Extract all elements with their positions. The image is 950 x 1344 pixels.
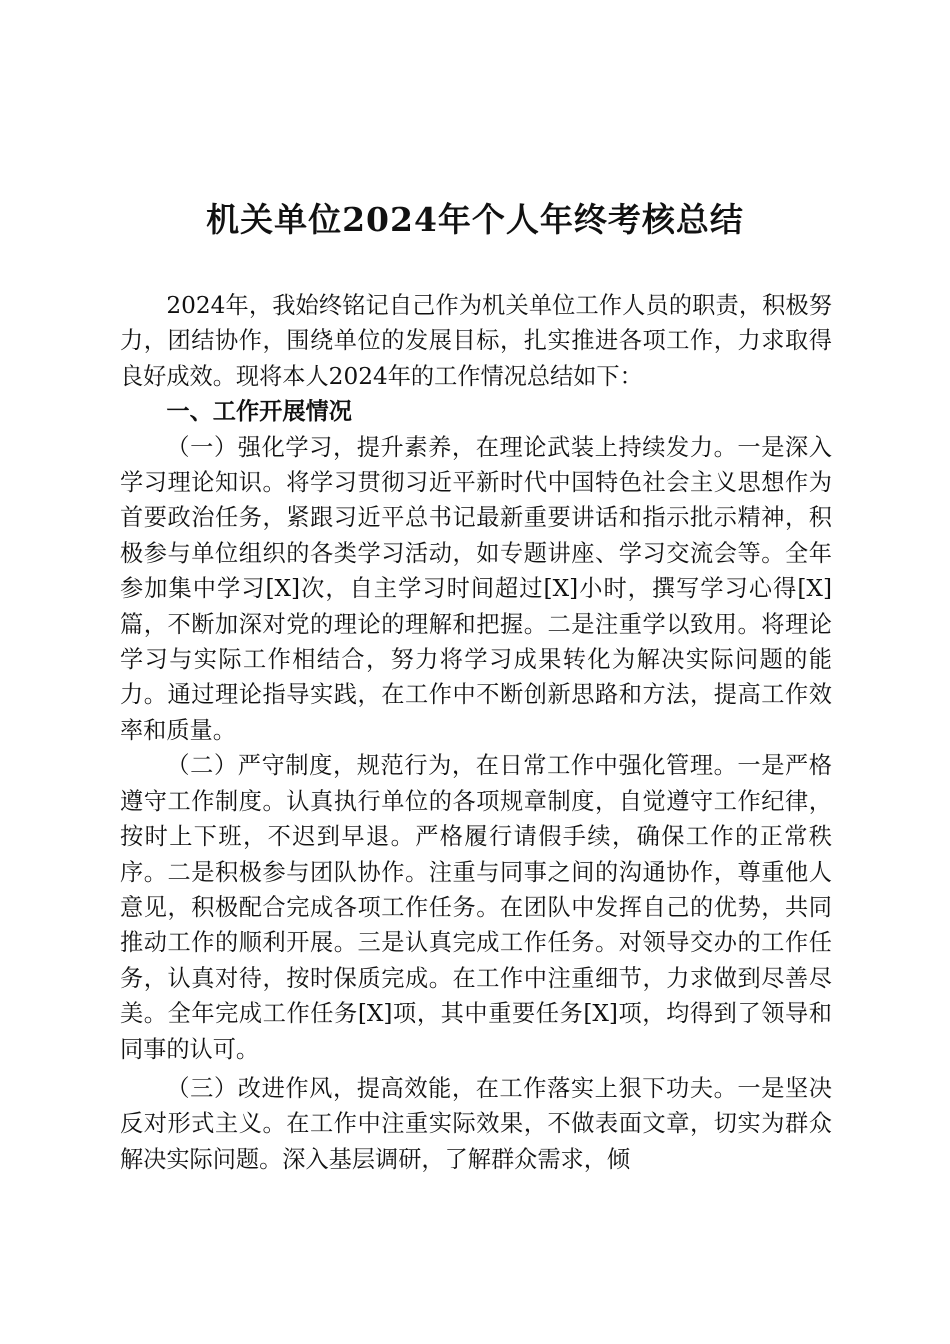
body-paragraph: （二）严守制度，规范行为，在日常工作中强化管理。一是严格遵守工作制度。认真执行单位的各项规章制度，自觉遵守工作纪律，按时上下班，不迟到早退。严格履行请假手续，确保工作的正常秩序。二是积极参与团队协作。注重与同事之间的沟通协作，尊重他人意见，积极配合完成各项工作任务。在团队中发挥自己的优势，共同推动工作的顺利开展。三是认真完成工作任务。对领导交办的工作任务，认真对待，按时保质完成。在工作中注重细节，力求做到尽善尽美。全年完成工作任务[X]项，其中重要任务[X]项，均得到了领导和同事的认可。: [120, 752, 832, 1063]
document-title: 机关单位2024年个人年终考核总结: [206, 200, 744, 239]
body-paragraph: （一）强化学习，提升素养，在理论武装上持续发力。一是深入学习理论知识。将学习贯彻习近平新时代中国特色社会主义思想作为首要政治任务，紧跟习近平总书记最新重要讲话和指示批示精神，积极参与单位组织的各类学习活动，如专题讲座、学习交流会等。全年参加集中学习[X]次，自主学习时间超过[X]小时，撰写学习心得[X]篇，不断加深对党的理论的理解和把握。二是注重学以致用。将理论学习与实际工作相结合，努力将学习成果转化为解决实际问题的能力。通过理论指导实践，在工作中不断创新思路和方法，提高工作效率和质量。: [120, 433, 832, 744]
body-paragraph: （三）改进作风，提高效能，在工作落实上狠下功夫。一是坚决反对形式主义。在工作中注重实际效果，不做表面文章，切实为群众解决实际问题。深入基层调研，了解群众需求，倾: [120, 1074, 832, 1173]
section-heading: 一、工作开展情况: [166, 398, 352, 426]
intro-paragraph: 2024年，我始终铭记自己作为机关单位工作人员的职责，积极努力，团结协作，围绕单位的发展目标，扎实推进各项工作，力求取得良好成效。现将本人2024年的工作情况总结如下：: [120, 292, 832, 390]
document-body: [120, 288, 832, 1177]
